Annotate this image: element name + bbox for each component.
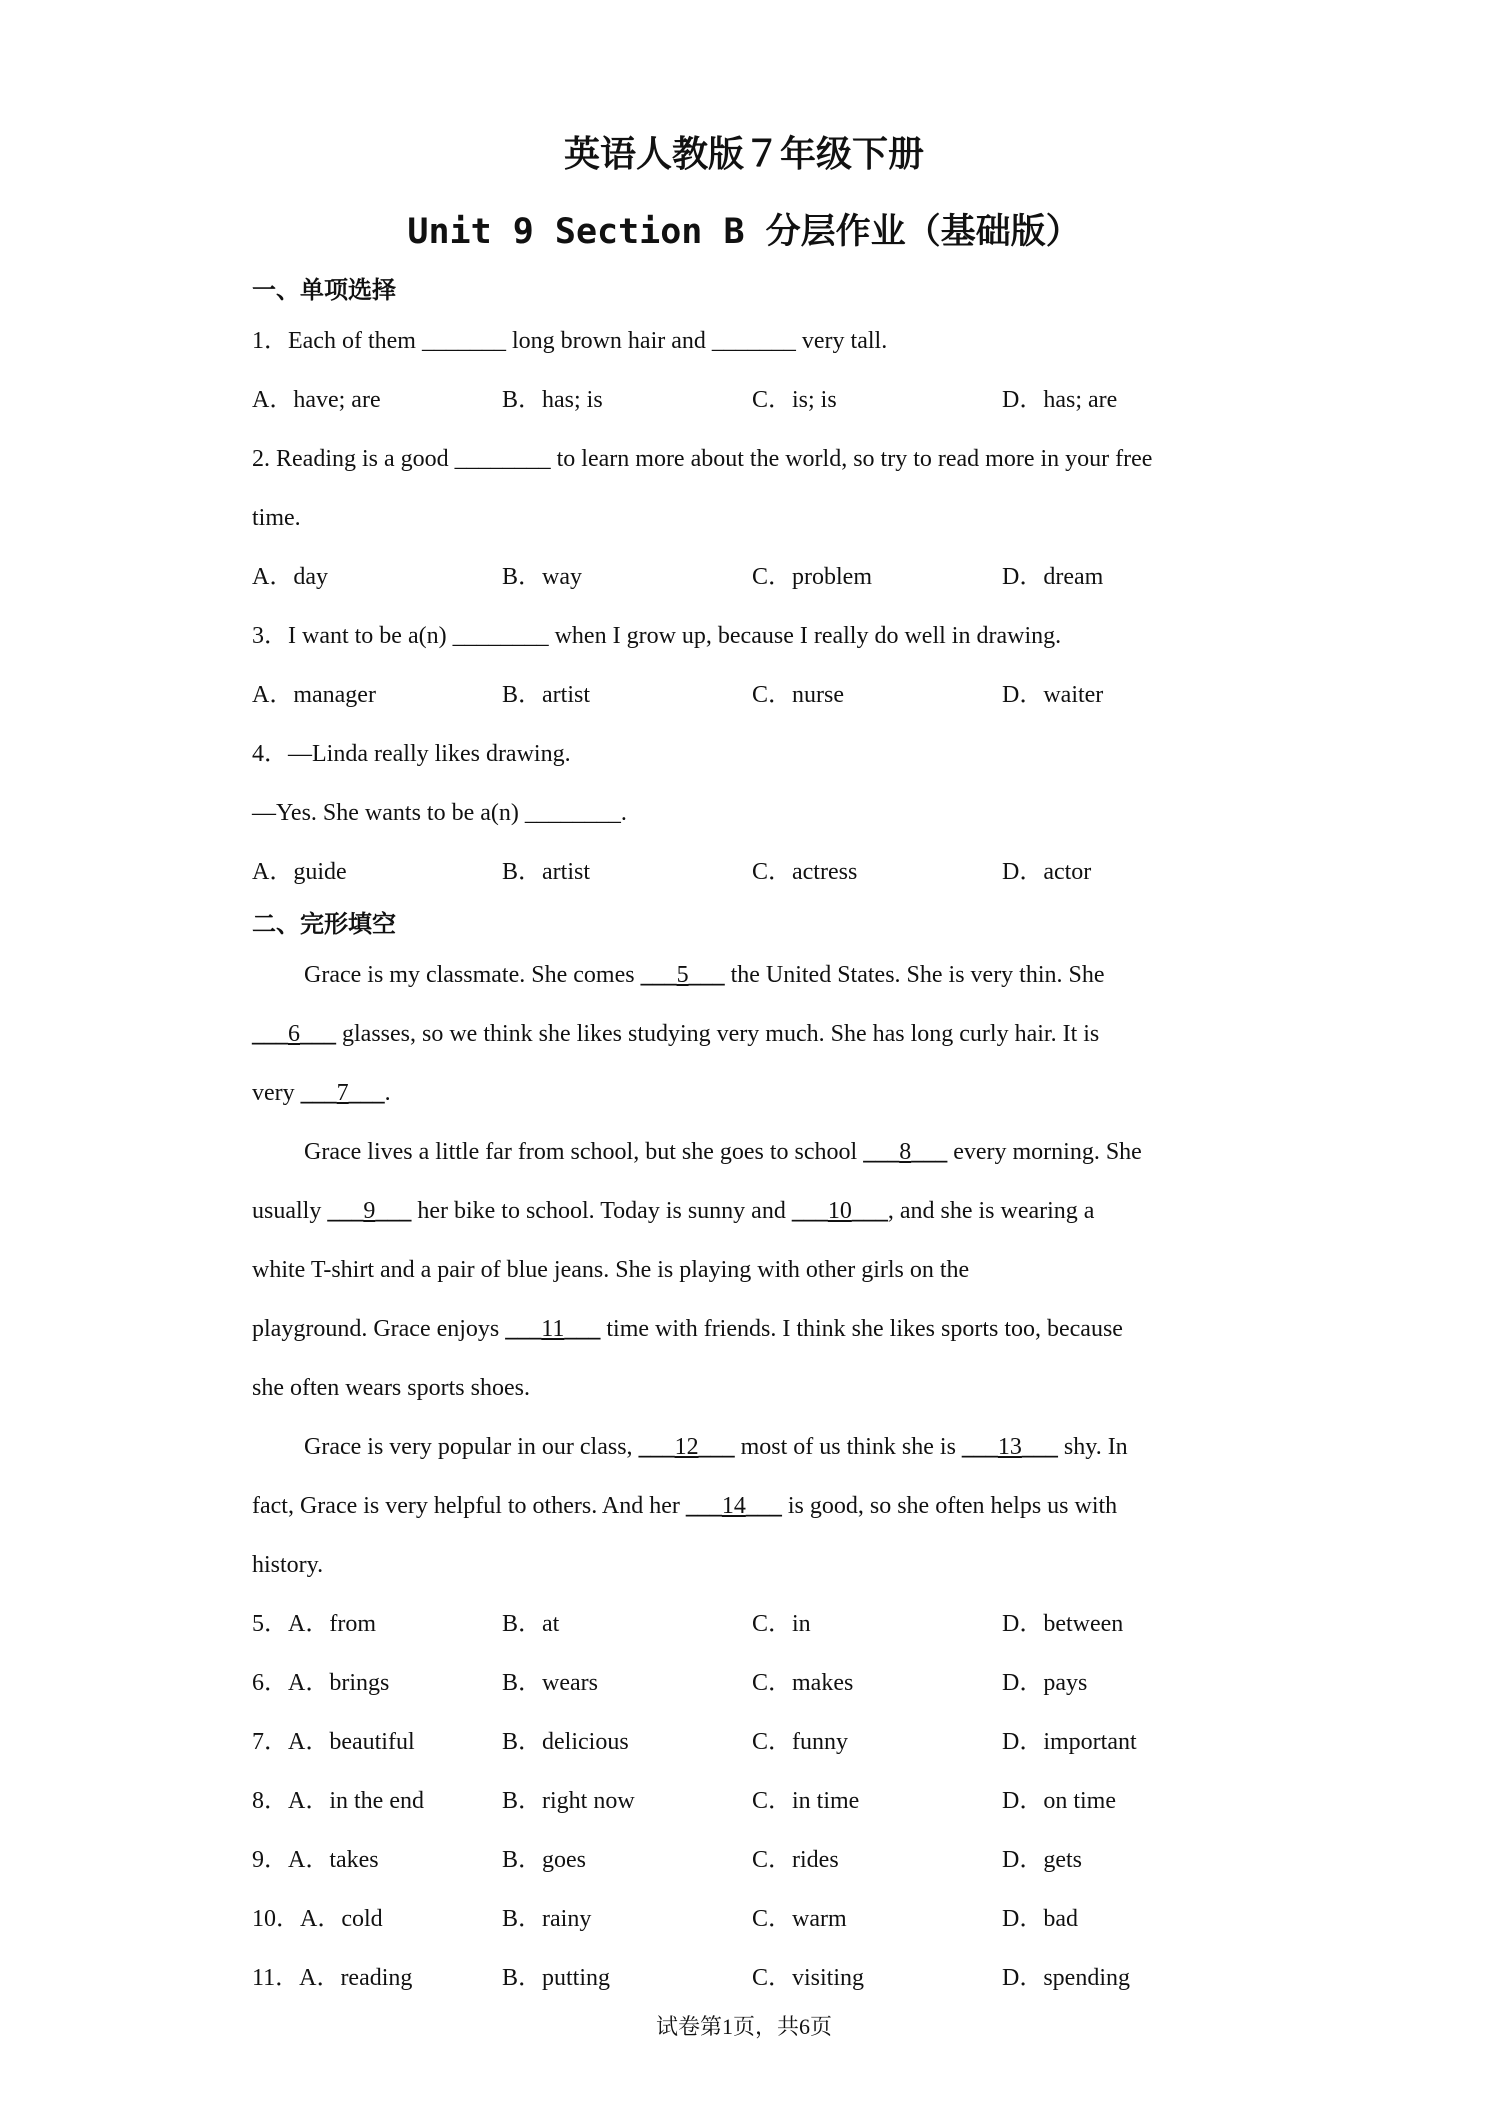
blank-10: ___10___ xyxy=(791,1198,888,1224)
option: B．wears xyxy=(502,1670,598,1696)
option: 5．A．from xyxy=(252,1611,376,1637)
passage-text: Grace is very popular in our class, xyxy=(304,1434,639,1460)
blank-11: ___11___ xyxy=(505,1316,601,1342)
option: B．right now xyxy=(502,1788,635,1814)
cloze-questions xyxy=(252,1595,1252,2008)
cloze-question-5 xyxy=(252,1595,1252,1654)
passage-text: is good, so she often helps us with xyxy=(781,1493,1118,1519)
option: A．have; are xyxy=(252,387,381,413)
option: D．actor xyxy=(1002,859,1092,885)
section-heading-single-choice: 一、单项选择 xyxy=(252,276,396,304)
option: D．dream xyxy=(1002,564,1104,590)
passage-line: white T-shirt and a pair of blue jeans. She is playing with other girls on the xyxy=(252,1257,970,1283)
option: C．in time xyxy=(752,1788,860,1814)
option: D．pays xyxy=(1002,1670,1088,1696)
blank-6: ___6___ xyxy=(252,1021,336,1047)
question-2-line-1: 2. Reading is a good ________ to learn more about the world, so try to read more in your free xyxy=(252,446,1153,472)
question-2-options xyxy=(252,548,1252,607)
passage-text: , and she is wearing a xyxy=(887,1198,1095,1224)
option: 6．A．brings xyxy=(252,1670,390,1696)
option: D．has; are xyxy=(1002,387,1118,413)
option: B．delicious xyxy=(502,1729,629,1755)
page-subtitle: Unit 9 Section B 分层作业（基础版） xyxy=(407,212,1081,252)
section-heading-cloze: 二、完形填空 xyxy=(252,910,396,938)
page-footer: 试卷第1页，共6页 xyxy=(655,2014,832,2039)
option: B．at xyxy=(502,1611,560,1637)
option: D．waiter xyxy=(1002,682,1104,708)
option: C．actress xyxy=(752,859,858,885)
option: D．important xyxy=(1002,1729,1137,1755)
blank-12: ___12___ xyxy=(638,1434,735,1460)
option: 10．A．cold xyxy=(252,1906,383,1932)
question-2-line-2: time. xyxy=(252,505,301,531)
blank-9: ___9___ xyxy=(327,1198,412,1224)
option: B．artist xyxy=(502,859,590,885)
passage-text: playground. Grace enjoys xyxy=(252,1316,506,1342)
passage-text: glasses, so we think she likes studying very much. She has long curly hair. It is xyxy=(336,1021,1100,1047)
option: D．on time xyxy=(1002,1788,1116,1814)
option: B．has; is xyxy=(502,387,603,413)
question-3: 3．I want to be a(n) ________ when I grow up, because I really do well in drawing. xyxy=(252,623,1062,649)
option: C．is; is xyxy=(752,387,837,413)
option: B．putting xyxy=(502,1965,611,1991)
option: 8．A．in the end xyxy=(252,1788,424,1814)
cloze-question-9 xyxy=(252,1831,1252,1890)
blank-14: ___14___ xyxy=(685,1493,782,1519)
option: C．funny xyxy=(752,1729,848,1755)
cloze-question-7 xyxy=(252,1713,1252,1772)
option: B．way xyxy=(502,564,582,590)
blank-13: ___13___ xyxy=(961,1434,1058,1460)
option: C．warm xyxy=(752,1906,847,1932)
passage-text: her bike to school. Today is sunny and xyxy=(411,1198,792,1224)
option: D．spending xyxy=(1002,1965,1130,1991)
passage-line xyxy=(252,1418,1252,1477)
passage-line: history. xyxy=(252,1552,324,1578)
cloze-question-8 xyxy=(252,1772,1252,1831)
passage-line xyxy=(252,946,1252,1005)
option: D．bad xyxy=(1002,1906,1078,1932)
option: A．manager xyxy=(252,682,376,708)
option: B．goes xyxy=(502,1847,586,1873)
question-3-options xyxy=(252,666,1252,725)
page-title: 英语人教版７年级下册 xyxy=(563,134,924,175)
passage-text: Grace lives a little far from school, but she goes to school xyxy=(304,1139,864,1165)
blank-8: ___8___ xyxy=(863,1139,948,1165)
question-4-line-2: —Yes. She wants to be a(n) ________. xyxy=(252,800,627,826)
question-1-options xyxy=(252,371,1252,430)
option: B．artist xyxy=(502,682,590,708)
exam-content xyxy=(252,268,1252,2008)
option: C．nurse xyxy=(752,682,844,708)
option: C．rides xyxy=(752,1847,839,1873)
passage-text: . xyxy=(384,1080,391,1106)
blank-5: ___5___ xyxy=(640,962,725,988)
cloze-question-10 xyxy=(252,1890,1252,1949)
option: 11．A．reading xyxy=(252,1965,413,1991)
passage-text: Grace is my classmate. She comes xyxy=(304,962,641,988)
passage-text: shy. In xyxy=(1057,1434,1128,1460)
passage-line xyxy=(252,1182,1252,1241)
cloze-question-6 xyxy=(252,1654,1252,1713)
passage-line xyxy=(252,1300,1252,1359)
option: 7．A．beautiful xyxy=(252,1729,415,1755)
option: 9．A．takes xyxy=(252,1847,379,1873)
passage-text: time with friends. I think she likes sports too, because xyxy=(600,1316,1123,1342)
option: C．visiting xyxy=(752,1965,865,1991)
passage-text: every morning. She xyxy=(947,1139,1142,1165)
passage-line xyxy=(252,1005,1252,1064)
blank-7: ___7___ xyxy=(300,1080,385,1106)
passage-text: fact, Grace is very helpful to others. And her xyxy=(252,1493,686,1519)
option: D．gets xyxy=(1002,1847,1082,1873)
passage-text: very xyxy=(252,1080,301,1106)
question-1: 1．Each of them _______ long brown hair and _______ very tall. xyxy=(252,328,888,354)
passage-text: most of us think she is xyxy=(734,1434,962,1460)
passage-text: the United States. She is very thin. She xyxy=(724,962,1105,988)
option: D．between xyxy=(1002,1611,1124,1637)
option: C．problem xyxy=(752,564,872,590)
passage-text: usually xyxy=(252,1198,328,1224)
question-4-line-1: 4．—Linda really likes drawing. xyxy=(252,741,571,767)
option: B．rainy xyxy=(502,1906,592,1932)
passage-line xyxy=(252,1064,1252,1123)
option: A．day xyxy=(252,564,328,590)
option: C．in xyxy=(752,1611,811,1637)
passage-line xyxy=(252,1123,1252,1182)
option: A．guide xyxy=(252,859,347,885)
passage-line xyxy=(252,1477,1252,1536)
question-4-options xyxy=(252,843,1252,902)
cloze-question-11 xyxy=(252,1949,1252,2008)
passage-line: she often wears sports shoes. xyxy=(252,1375,530,1401)
option: C．makes xyxy=(752,1670,854,1696)
